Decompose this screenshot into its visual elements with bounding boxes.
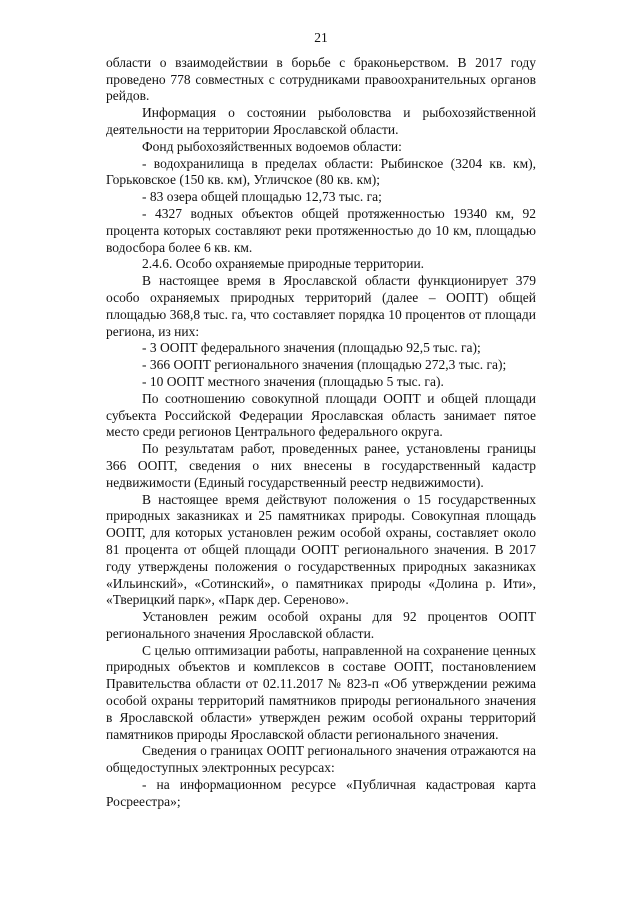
section-heading-protected-areas: 2.4.6. Особо охраняемые природные территории. [142, 256, 425, 272]
list-item-reservoirs: - водохранилища в пределах области: Рыбинское (3204 кв. км), Горьковское (150 кв. км), Угличское (80 кв. км); [106, 155, 536, 188]
paragraph-protection-regime: Установлен режим особой охраны для 92 процентов ООПТ регионального значения Ярославской области. [106, 609, 536, 641]
paragraph-regulations: В настоящее время действуют положения о 15 государственных природных заказниках и 25 памятниках природы. Совокупная площадь ООПТ, для которых установлен режим особой охраны, составляет около 81 процента от общей площади ООПТ регионального значения. В 2017 году утверждены положения о государственных природных заказниках «Ильинский», «Сотинский», о памятниках природы «Долина р. Ити», «Тверицкий парк», «Парк дер. Сереново». [106, 491, 536, 608]
paragraph-resolution: С целью оптимизации работы, направленной на сохранение ценных природных объектов и комплексов в составе ООПТ, постановлением Правительства области от 02.11.2017 № 823-п «Об утверждении режима особой охраны территорий памятников природы регионального значения в Ярославской области» утвержден режим особой охраны территорий памятников природы Ярославской области регионального значения. [106, 642, 536, 742]
list-item-cadastral-map: - на информационном ресурсе «Публичная кадастровая карта Росреестра»; [106, 777, 536, 809]
paragraph-ranking: По соотношению совокупной площади ООПТ и общей площади субъекта Российской Федерации Ярославская область занимает пятое место среди регионов Центрального федерального округа. [106, 390, 536, 440]
list-item-regional: - 366 ООПТ регионального значения (площадью 272,3 тыс. га); [142, 357, 507, 373]
list-item-lakes: - 83 озера общей площадью 12,73 тыс. га; [142, 189, 382, 205]
paragraph-oopt-overview: В настоящее время в Ярославской области функционирует 379 особо охраняемых природных территорий (далее – ООПТ) общей площадью 368,8 тыс. га, что составляет порядка 10 процентов от площади региона, из них: [106, 273, 536, 339]
paragraph-electronic-resources: Сведения о границах ООПТ регионального значения отражаются на общедоступных электронных ресурсах: [106, 743, 536, 776]
list-item-water-objects: - 4327 водных объектов общей протяженностью 19340 км, 92 процента которых составляют реки протяженностью до 10 км, площадью водосбора более 6 кв. км. [106, 205, 536, 255]
list-item-federal: - 3 ООПТ федерального значения (площадью 92,5 тыс. га); [142, 340, 481, 356]
paragraph-boundaries: По результатам работ, проведенных ранее, установлены границы 366 ООПТ, сведения о них внесены в государственный кадастр недвижимости (Единый государственный реестр недвижимости). [106, 441, 536, 490]
paragraph-anti-poaching: области о взаимодействии в борьбе с браконьерством. В 2017 году проведено 778 совместных с сотрудниками правоохранительных органов рейдов. [106, 54, 536, 104]
paragraph-fund-heading: Фонд рыбохозяйственных водоемов области: [142, 138, 402, 154]
page-number: 21 [314, 30, 328, 45]
list-item-local: - 10 ООПТ местного значения (площадью 5 тыс. га). [142, 373, 444, 389]
paragraph-fishing-info: Информация о состоянии рыболовства и рыбохозяйственной деятельности на территории Ярославской области. [106, 105, 536, 137]
